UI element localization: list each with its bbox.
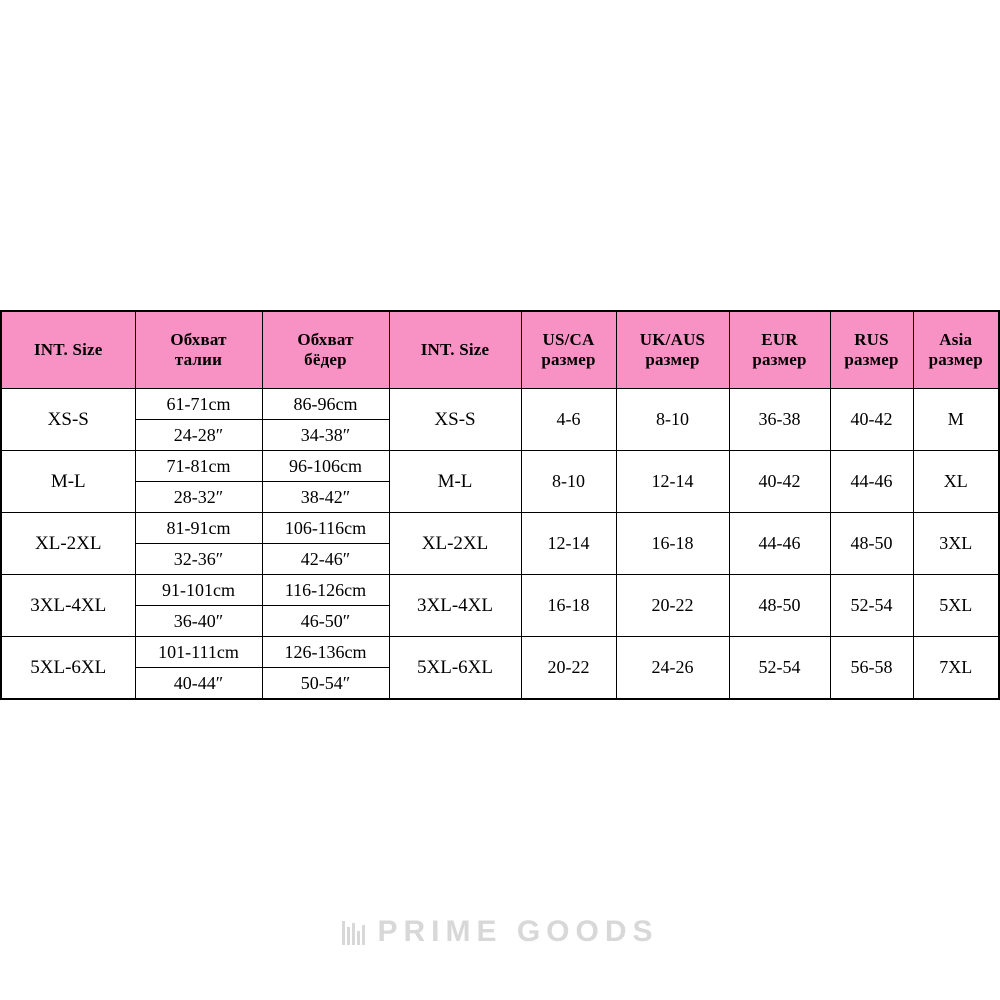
cell-waist-cm: 61-71cm bbox=[135, 389, 262, 420]
cell-us-ca: 12-14 bbox=[521, 513, 616, 575]
cell-eur: 36-38 bbox=[729, 389, 830, 451]
cell-waist-in: 28-32″ bbox=[135, 482, 262, 513]
cell-hip-in: 34-38″ bbox=[262, 420, 389, 451]
header-line: бёдер bbox=[304, 350, 347, 369]
cell-hip-cm: 126-136cm bbox=[262, 637, 389, 668]
header-line: Обхват bbox=[297, 330, 354, 350]
header-line: EUR bbox=[761, 330, 798, 350]
header-line: US/CA bbox=[542, 330, 595, 350]
cell-waist-cm: 71-81cm bbox=[135, 451, 262, 482]
table-row bbox=[1, 637, 999, 668]
cell-rus: 44-46 bbox=[830, 451, 913, 513]
cell-int-size-2: 5XL-6XL bbox=[389, 637, 521, 700]
cell-hip-cm: 86-96cm bbox=[262, 389, 389, 420]
cell-us-ca: 4-6 bbox=[521, 389, 616, 451]
header-uk-aus bbox=[616, 311, 729, 389]
watermark-text: PRIME GOODS bbox=[377, 915, 659, 948]
watermark bbox=[0, 915, 1000, 949]
cell-asia: M bbox=[913, 389, 999, 451]
size-chart-sheet bbox=[0, 310, 1000, 700]
table-row bbox=[1, 513, 999, 544]
header-rus bbox=[830, 311, 913, 389]
cell-eur: 40-42 bbox=[729, 451, 830, 513]
cell-uk-aus: 12-14 bbox=[616, 451, 729, 513]
header-hip bbox=[262, 311, 389, 389]
table-row bbox=[1, 451, 999, 482]
barcode-icon bbox=[341, 917, 367, 947]
cell-rus: 52-54 bbox=[830, 575, 913, 637]
cell-hip-cm: 116-126cm bbox=[262, 575, 389, 606]
header-line: размер bbox=[541, 350, 596, 369]
cell-int-size: M-L bbox=[1, 451, 135, 513]
cell-waist-in: 32-36″ bbox=[135, 544, 262, 575]
cell-waist-cm: 91-101cm bbox=[135, 575, 262, 606]
cell-uk-aus: 24-26 bbox=[616, 637, 729, 700]
table-row bbox=[1, 575, 999, 606]
cell-uk-aus: 16-18 bbox=[616, 513, 729, 575]
cell-hip-cm: 96-106cm bbox=[262, 451, 389, 482]
header-line: талии bbox=[174, 350, 223, 369]
cell-rus: 48-50 bbox=[830, 513, 913, 575]
cell-rus: 40-42 bbox=[830, 389, 913, 451]
cell-int-size-2: 3XL-4XL bbox=[389, 575, 521, 637]
header-eur bbox=[729, 311, 830, 389]
cell-us-ca: 20-22 bbox=[521, 637, 616, 700]
cell-asia: XL bbox=[913, 451, 999, 513]
cell-hip-in: 46-50″ bbox=[262, 606, 389, 637]
cell-int-size-2: M-L bbox=[389, 451, 521, 513]
cell-int-size-2: XL-2XL bbox=[389, 513, 521, 575]
cell-asia: 5XL bbox=[913, 575, 999, 637]
table-header-row bbox=[1, 311, 999, 389]
cell-eur: 48-50 bbox=[729, 575, 830, 637]
header-line: INT. Size bbox=[420, 340, 490, 360]
cell-asia: 7XL bbox=[913, 637, 999, 700]
table-row bbox=[1, 389, 999, 420]
header-line: Asia bbox=[939, 330, 973, 350]
cell-waist-in: 24-28″ bbox=[135, 420, 262, 451]
header-us-ca bbox=[521, 311, 616, 389]
cell-int-size: 5XL-6XL bbox=[1, 637, 135, 700]
cell-eur: 52-54 bbox=[729, 637, 830, 700]
cell-uk-aus: 8-10 bbox=[616, 389, 729, 451]
cell-us-ca: 16-18 bbox=[521, 575, 616, 637]
cell-uk-aus: 20-22 bbox=[616, 575, 729, 637]
header-line: RUS bbox=[854, 330, 889, 350]
header-line: Обхват bbox=[170, 330, 227, 350]
header-line: размер bbox=[928, 350, 983, 369]
cell-waist-cm: 81-91cm bbox=[135, 513, 262, 544]
cell-waist-cm: 101-111cm bbox=[135, 637, 262, 668]
cell-int-size: 3XL-4XL bbox=[1, 575, 135, 637]
header-line: размер bbox=[645, 350, 700, 369]
cell-int-size-2: XS-S bbox=[389, 389, 521, 451]
cell-hip-in: 38-42″ bbox=[262, 482, 389, 513]
cell-hip-in: 42-46″ bbox=[262, 544, 389, 575]
cell-hip-cm: 106-116cm bbox=[262, 513, 389, 544]
header-waist bbox=[135, 311, 262, 389]
cell-eur: 44-46 bbox=[729, 513, 830, 575]
cell-asia: 3XL bbox=[913, 513, 999, 575]
header-line: размер bbox=[752, 350, 807, 369]
cell-rus: 56-58 bbox=[830, 637, 913, 700]
cell-int-size: XL-2XL bbox=[1, 513, 135, 575]
header-line: размер bbox=[844, 350, 899, 369]
header-asia bbox=[913, 311, 999, 389]
header-line: UK/AUS bbox=[639, 330, 706, 350]
size-chart-table bbox=[0, 310, 1000, 700]
header-line: INT. Size bbox=[33, 340, 103, 360]
header-int-size-1 bbox=[1, 311, 135, 389]
header-int-size-2 bbox=[389, 311, 521, 389]
cell-waist-in: 36-40″ bbox=[135, 606, 262, 637]
cell-waist-in: 40-44″ bbox=[135, 668, 262, 700]
cell-hip-in: 50-54″ bbox=[262, 668, 389, 700]
cell-us-ca: 8-10 bbox=[521, 451, 616, 513]
cell-int-size: XS-S bbox=[1, 389, 135, 451]
